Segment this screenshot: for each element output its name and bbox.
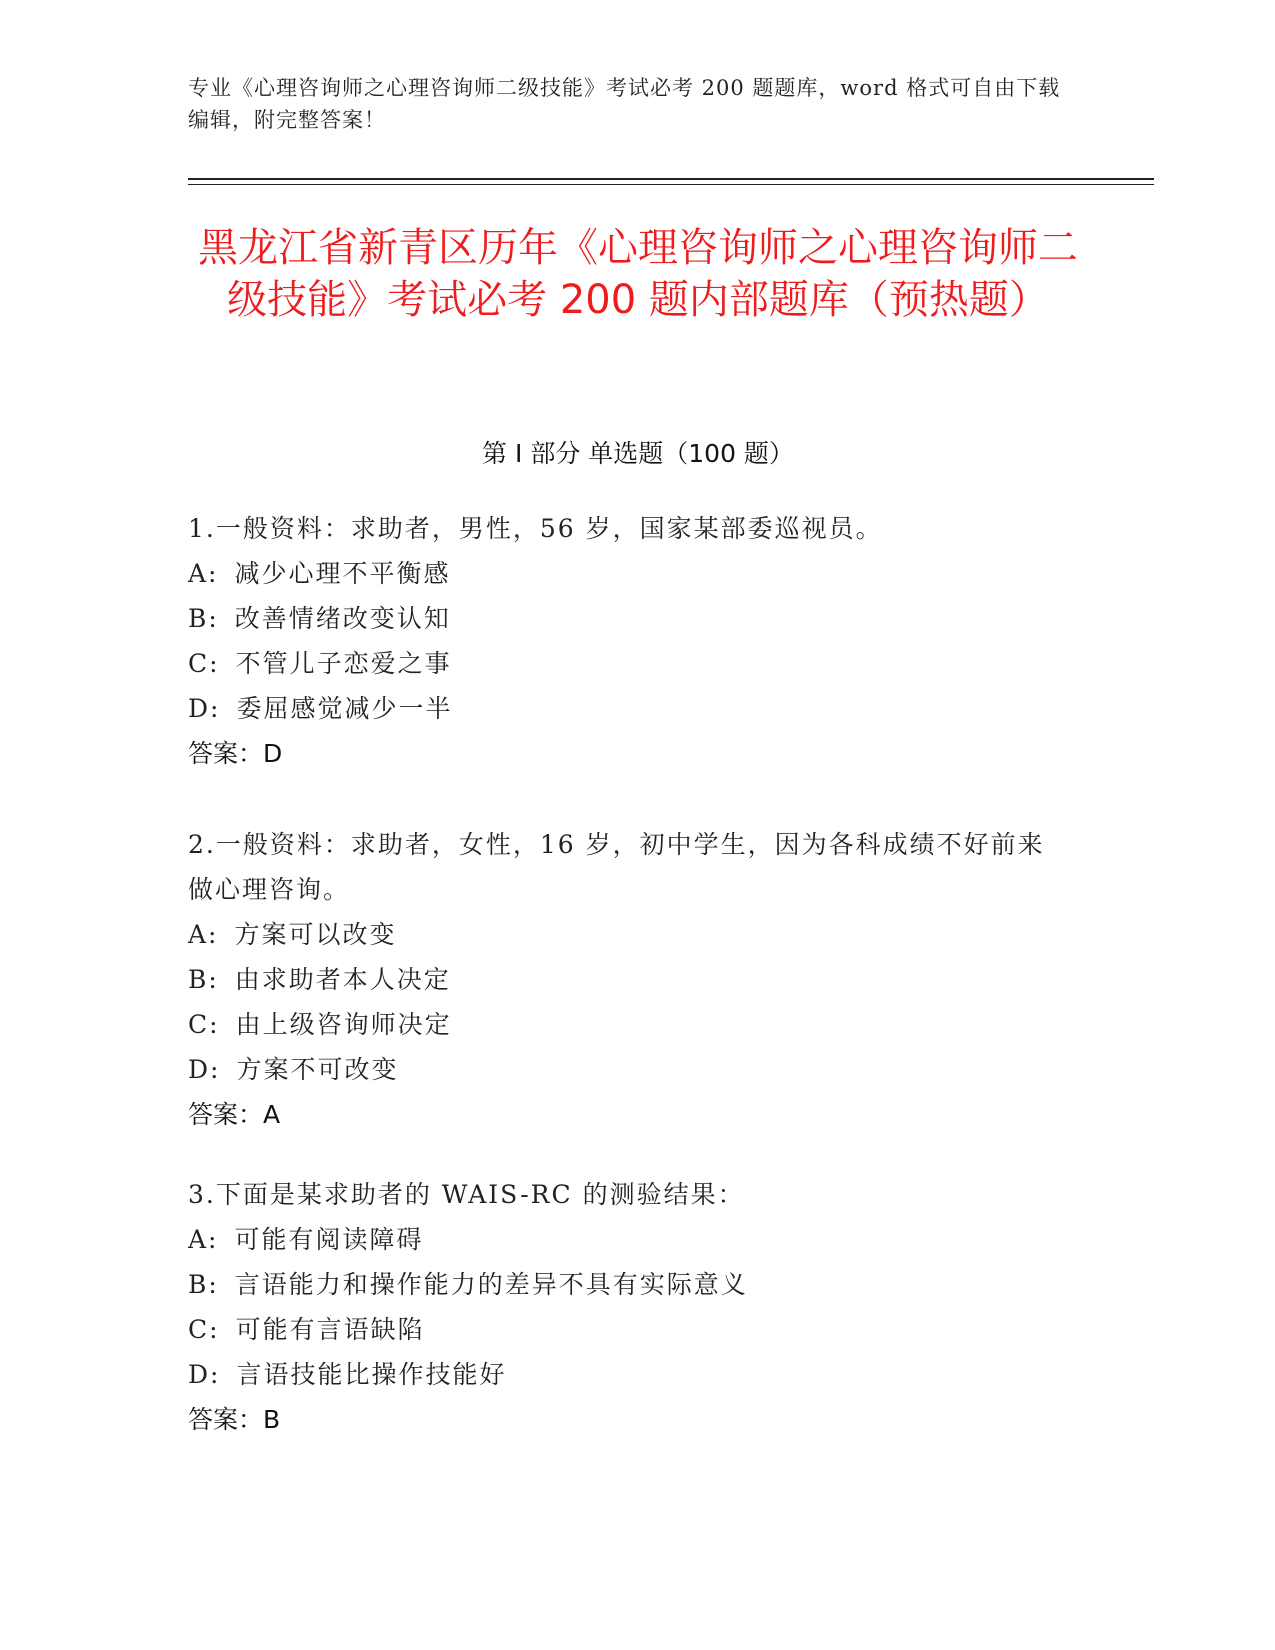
option-letter: A: [188, 920, 219, 949]
option-text: 言语技能比操作技能好 [236, 1360, 507, 1389]
question-2 [188, 822, 1068, 1137]
header-divider-thin [188, 184, 1154, 185]
option-letter: B: [188, 1270, 219, 1299]
option-c [188, 1002, 1068, 1047]
option-a [188, 1217, 1068, 1262]
option-b [188, 1262, 1068, 1307]
option-text: 由求助者本人决定 [234, 965, 451, 994]
option-letter: B: [188, 604, 219, 633]
option-letter: D: [188, 1360, 221, 1389]
question-stem: 3.下面是某求助者的 WAIS-RC 的测验结果： [188, 1180, 745, 1209]
option-text: 可能有阅读障碍 [234, 1225, 424, 1254]
option-letter: D: [188, 1055, 221, 1084]
option-letter: B: [188, 965, 219, 994]
answer-line: 答案：A [188, 1100, 281, 1129]
option-text: 方案可以改变 [234, 920, 397, 949]
option-letter: C: [188, 1010, 220, 1039]
header-note: 专业《心理咨询师之心理咨询师二级技能》考试必考 200 题题库，word 格式可自由下载编辑，附完整答案！ [188, 76, 1061, 132]
section-heading: 第 I 部分 单选题（100 题） [482, 439, 794, 468]
option-text: 方案不可改变 [236, 1055, 399, 1084]
option-c [188, 1307, 1068, 1352]
option-d [188, 686, 1068, 731]
option-c [188, 641, 1068, 686]
question-stem: 1.一般资料：求助者，男性，56 岁，国家某部委巡视员。 [188, 514, 883, 543]
option-text: 委屈感觉减少一半 [236, 694, 453, 723]
option-letter: A: [188, 559, 219, 588]
option-a [188, 551, 1068, 596]
option-text: 由上级咨询师决定 [235, 1010, 452, 1039]
option-letter: C: [188, 1315, 220, 1344]
question-1 [188, 506, 1068, 776]
option-letter: D: [188, 694, 221, 723]
option-text: 改善情绪改变认知 [234, 604, 451, 633]
option-b [188, 957, 1068, 1002]
option-text: 减少心理不平衡感 [234, 559, 451, 588]
option-text: 可能有言语缺陷 [235, 1315, 425, 1344]
answer-line: 答案：B [188, 1405, 281, 1434]
document-title: 黑龙江省新青区历年《心理咨询师之心理咨询师二级技能》考试必考 200 题内部题库（预热题） [198, 225, 1078, 323]
question-stem: 2.一般资料：求助者，女性，16 岁，初中学生，因为各科成绩不好前来做心理咨询。 [188, 830, 1045, 904]
option-letter: C: [188, 649, 220, 678]
header-divider-thick [188, 178, 1154, 180]
option-d [188, 1047, 1068, 1092]
question-3 [188, 1172, 1068, 1442]
option-text: 不管儿子恋爱之事 [235, 649, 452, 678]
answer-line: 答案：D [188, 739, 283, 768]
option-b [188, 596, 1068, 641]
option-a [188, 912, 1068, 957]
option-text: 言语能力和操作能力的差异不具有实际意义 [234, 1270, 748, 1299]
option-d [188, 1352, 1068, 1397]
option-letter: A: [188, 1225, 219, 1254]
